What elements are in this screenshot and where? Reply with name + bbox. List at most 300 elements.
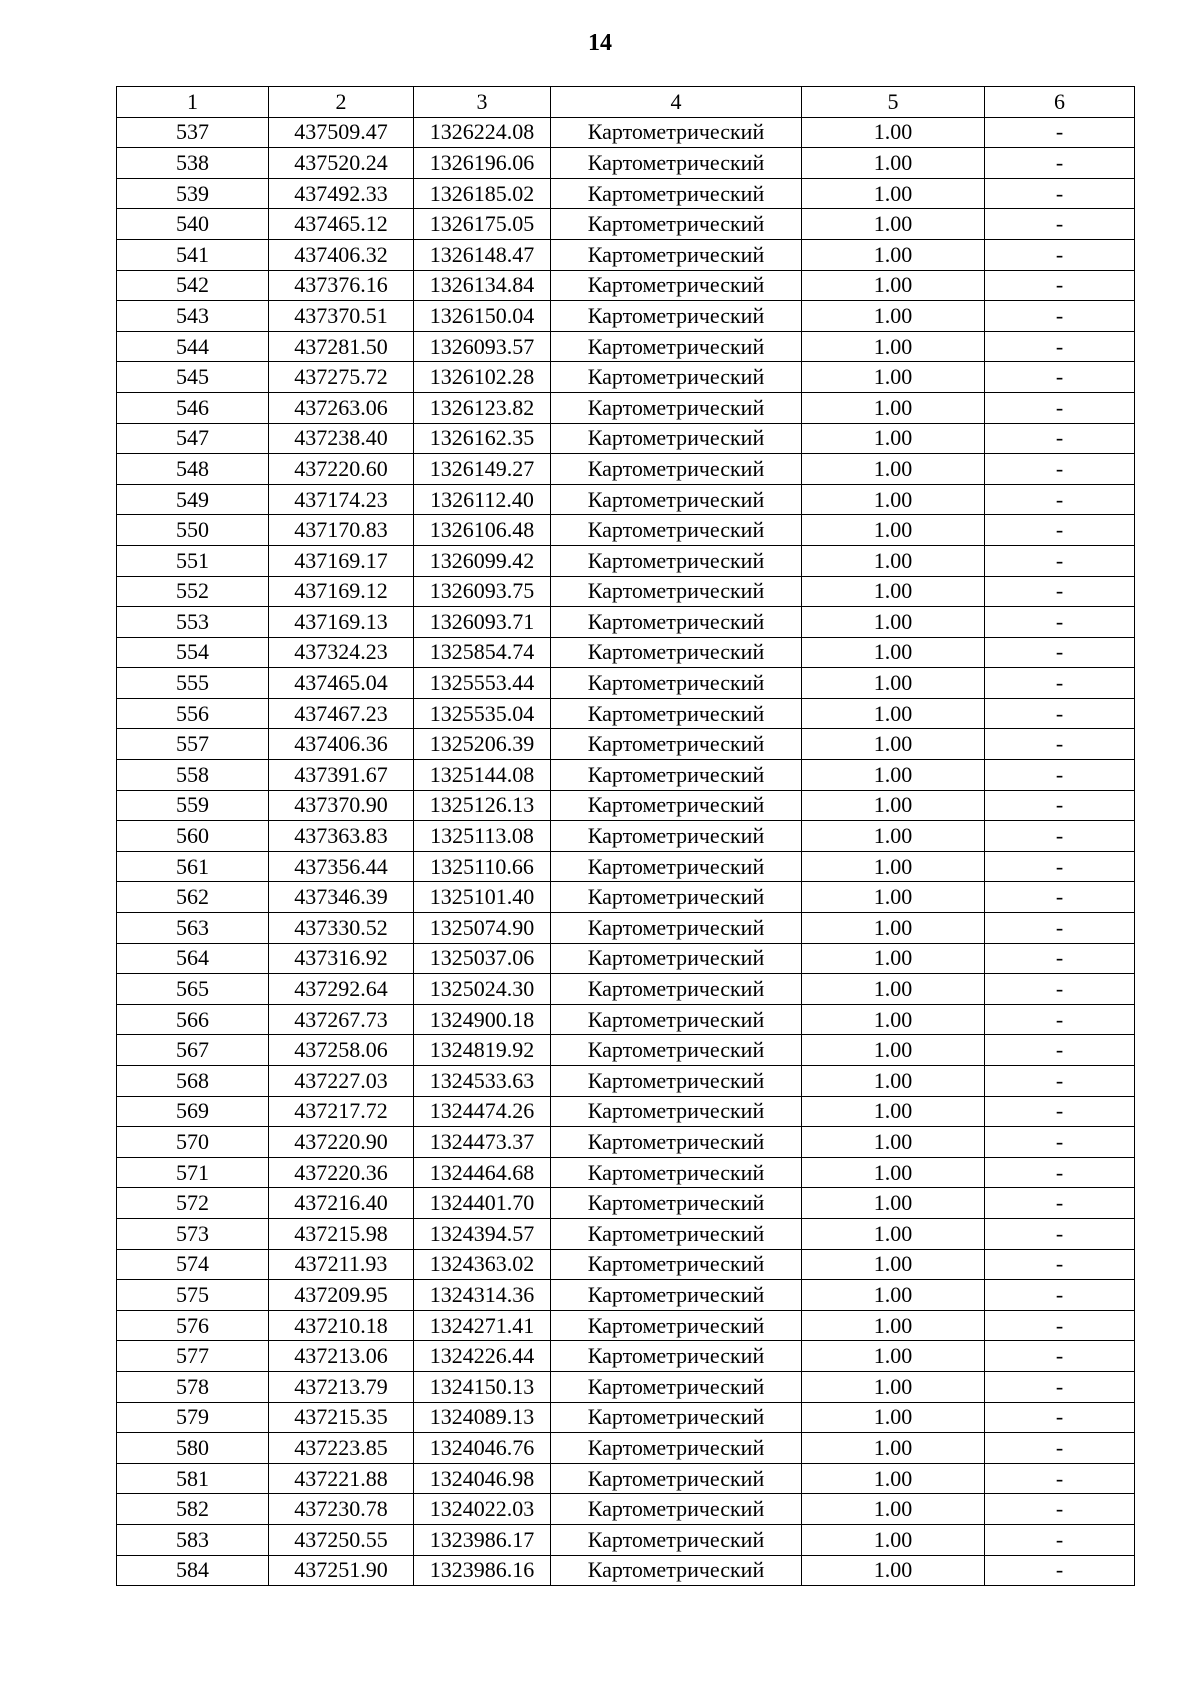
table-row: [117, 515, 1135, 546]
method-cell: Картометрический: [551, 1157, 802, 1188]
description-cell: -: [985, 1066, 1135, 1097]
table-row: [117, 270, 1135, 301]
method-cell: Картометрический: [551, 1463, 802, 1494]
description-cell: -: [985, 1004, 1135, 1035]
point-number-cell: 546: [117, 392, 269, 423]
x-coordinate-cell: 437275.72: [269, 362, 414, 393]
x-coordinate-cell: 437363.83: [269, 821, 414, 852]
x-coordinate-cell: 437220.90: [269, 1127, 414, 1158]
accuracy-cell: 1.00: [802, 698, 985, 729]
accuracy-cell: 1.00: [802, 821, 985, 852]
table-row: [117, 1310, 1135, 1341]
x-coordinate-cell: 437215.35: [269, 1402, 414, 1433]
accuracy-cell: 1.00: [802, 1555, 985, 1586]
y-coordinate-cell: 1325024.30: [414, 974, 551, 1005]
method-cell: Картометрический: [551, 1066, 802, 1097]
description-cell: -: [985, 1035, 1135, 1066]
method-cell: Картометрический: [551, 1524, 802, 1555]
point-number-cell: 576: [117, 1310, 269, 1341]
method-cell: Картометрический: [551, 1127, 802, 1158]
method-cell: Картометрический: [551, 301, 802, 332]
y-coordinate-cell: 1326123.82: [414, 392, 551, 423]
accuracy-cell: 1.00: [802, 178, 985, 209]
y-coordinate-cell: 1324314.36: [414, 1280, 551, 1311]
point-number-cell: 553: [117, 607, 269, 638]
y-coordinate-cell: 1325144.08: [414, 760, 551, 791]
x-coordinate-cell: 437406.32: [269, 239, 414, 270]
method-cell: Картометрический: [551, 178, 802, 209]
table-row: [117, 1463, 1135, 1494]
method-cell: Картометрический: [551, 729, 802, 760]
point-number-cell: 548: [117, 454, 269, 485]
description-cell: -: [985, 1096, 1135, 1127]
point-number-cell: 578: [117, 1371, 269, 1402]
point-number-cell: 539: [117, 178, 269, 209]
y-coordinate-cell: 1326175.05: [414, 209, 551, 240]
point-number-cell: 574: [117, 1249, 269, 1280]
method-cell: Картометрический: [551, 331, 802, 362]
method-cell: Картометрический: [551, 882, 802, 913]
point-number-cell: 561: [117, 851, 269, 882]
table-row: [117, 148, 1135, 179]
x-coordinate-cell: 437356.44: [269, 851, 414, 882]
method-cell: Картометрический: [551, 423, 802, 454]
point-number-cell: 567: [117, 1035, 269, 1066]
method-cell: Картометрический: [551, 1310, 802, 1341]
method-cell: Картометрический: [551, 637, 802, 668]
accuracy-cell: 1.00: [802, 545, 985, 576]
accuracy-cell: 1.00: [802, 209, 985, 240]
description-cell: -: [985, 637, 1135, 668]
accuracy-cell: 1.00: [802, 1310, 985, 1341]
method-cell: Картометрический: [551, 1096, 802, 1127]
point-number-cell: 571: [117, 1157, 269, 1188]
x-coordinate-cell: 437520.24: [269, 148, 414, 179]
x-coordinate-cell: 437217.72: [269, 1096, 414, 1127]
point-number-cell: 550: [117, 515, 269, 546]
point-number-cell: 568: [117, 1066, 269, 1097]
y-coordinate-cell: 1324046.98: [414, 1463, 551, 1494]
method-cell: Картометрический: [551, 1433, 802, 1464]
x-coordinate-cell: 437215.98: [269, 1218, 414, 1249]
y-coordinate-cell: 1326102.28: [414, 362, 551, 393]
method-cell: Картометрический: [551, 1555, 802, 1586]
table-row: [117, 1371, 1135, 1402]
y-coordinate-cell: 1324474.26: [414, 1096, 551, 1127]
y-coordinate-cell: 1324473.37: [414, 1127, 551, 1158]
table-row: [117, 1035, 1135, 1066]
y-coordinate-cell: 1326134.84: [414, 270, 551, 301]
method-cell: Картометрический: [551, 1280, 802, 1311]
x-coordinate-cell: 437213.06: [269, 1341, 414, 1372]
x-coordinate-cell: 437251.90: [269, 1555, 414, 1586]
description-cell: -: [985, 1157, 1135, 1188]
x-coordinate-cell: 437238.40: [269, 423, 414, 454]
description-cell: -: [985, 1341, 1135, 1372]
y-coordinate-cell: 1326106.48: [414, 515, 551, 546]
y-coordinate-cell: 1323986.17: [414, 1524, 551, 1555]
accuracy-cell: 1.00: [802, 790, 985, 821]
accuracy-cell: 1.00: [802, 515, 985, 546]
point-number-cell: 559: [117, 790, 269, 821]
y-coordinate-cell: 1325126.13: [414, 790, 551, 821]
x-coordinate-cell: 437223.85: [269, 1433, 414, 1464]
point-number-cell: 557: [117, 729, 269, 760]
y-coordinate-cell: 1325113.08: [414, 821, 551, 852]
table-row: [117, 331, 1135, 362]
y-coordinate-cell: 1325037.06: [414, 943, 551, 974]
point-number-cell: 554: [117, 637, 269, 668]
page-number: 14: [588, 30, 612, 56]
point-number-cell: 563: [117, 913, 269, 944]
point-number-cell: 573: [117, 1218, 269, 1249]
table-row: [117, 1494, 1135, 1525]
description-cell: -: [985, 1463, 1135, 1494]
y-coordinate-cell: 1326185.02: [414, 178, 551, 209]
method-cell: Картометрический: [551, 454, 802, 485]
description-cell: -: [985, 913, 1135, 944]
table-header: [117, 87, 1135, 118]
table-row: [117, 576, 1135, 607]
point-number-cell: 583: [117, 1524, 269, 1555]
x-coordinate-cell: 437211.93: [269, 1249, 414, 1280]
method-cell: Картометрический: [551, 943, 802, 974]
header-cell-2: 2: [269, 87, 414, 118]
x-coordinate-cell: 437250.55: [269, 1524, 414, 1555]
y-coordinate-cell: 1326112.40: [414, 484, 551, 515]
table-row: [117, 117, 1135, 148]
table-row: [117, 1127, 1135, 1158]
x-coordinate-cell: 437330.52: [269, 913, 414, 944]
accuracy-cell: 1.00: [802, 148, 985, 179]
method-cell: Картометрический: [551, 698, 802, 729]
accuracy-cell: 1.00: [802, 1157, 985, 1188]
table-row: [117, 239, 1135, 270]
table-row: [117, 974, 1135, 1005]
description-cell: -: [985, 1280, 1135, 1311]
description-cell: -: [985, 392, 1135, 423]
method-cell: Картометрический: [551, 1341, 802, 1372]
accuracy-cell: 1.00: [802, 851, 985, 882]
accuracy-cell: 1.00: [802, 1433, 985, 1464]
method-cell: Картометрический: [551, 209, 802, 240]
x-coordinate-cell: 437220.60: [269, 454, 414, 485]
x-coordinate-cell: 437174.23: [269, 484, 414, 515]
x-coordinate-cell: 437221.88: [269, 1463, 414, 1494]
accuracy-cell: 1.00: [802, 576, 985, 607]
point-number-cell: 565: [117, 974, 269, 1005]
y-coordinate-cell: 1326093.75: [414, 576, 551, 607]
table-body: [117, 117, 1135, 1586]
description-cell: -: [985, 943, 1135, 974]
method-cell: Картометрический: [551, 1188, 802, 1219]
table-row: [117, 454, 1135, 485]
point-number-cell: 577: [117, 1341, 269, 1372]
accuracy-cell: 1.00: [802, 1524, 985, 1555]
y-coordinate-cell: 1324533.63: [414, 1066, 551, 1097]
x-coordinate-cell: 437492.33: [269, 178, 414, 209]
point-number-cell: 584: [117, 1555, 269, 1586]
x-coordinate-cell: 437346.39: [269, 882, 414, 913]
table-row: [117, 637, 1135, 668]
accuracy-cell: 1.00: [802, 1188, 985, 1219]
description-cell: -: [985, 301, 1135, 332]
table-row: [117, 790, 1135, 821]
method-cell: Картометрический: [551, 1035, 802, 1066]
description-cell: -: [985, 729, 1135, 760]
point-number-cell: 547: [117, 423, 269, 454]
accuracy-cell: 1.00: [802, 1463, 985, 1494]
accuracy-cell: 1.00: [802, 484, 985, 515]
y-coordinate-cell: 1326093.71: [414, 607, 551, 638]
point-number-cell: 551: [117, 545, 269, 576]
method-cell: Картометрический: [551, 239, 802, 270]
x-coordinate-cell: 437391.67: [269, 760, 414, 791]
method-cell: Картометрический: [551, 760, 802, 791]
y-coordinate-cell: 1326093.57: [414, 331, 551, 362]
table-row: [117, 1524, 1135, 1555]
method-cell: Картометрический: [551, 270, 802, 301]
x-coordinate-cell: 437230.78: [269, 1494, 414, 1525]
accuracy-cell: 1.00: [802, 882, 985, 913]
x-coordinate-cell: 437263.06: [269, 392, 414, 423]
method-cell: Картометрический: [551, 1249, 802, 1280]
point-number-cell: 544: [117, 331, 269, 362]
table-row: [117, 1402, 1135, 1433]
description-cell: -: [985, 668, 1135, 699]
header-cell-5: 5: [802, 87, 985, 118]
table-row: [117, 1188, 1135, 1219]
point-number-cell: 569: [117, 1096, 269, 1127]
y-coordinate-cell: 1324819.92: [414, 1035, 551, 1066]
table-row: [117, 729, 1135, 760]
method-cell: Картометрический: [551, 515, 802, 546]
y-coordinate-cell: 1326149.27: [414, 454, 551, 485]
description-cell: -: [985, 362, 1135, 393]
description-cell: -: [985, 882, 1135, 913]
point-number-cell: 564: [117, 943, 269, 974]
point-number-cell: 543: [117, 301, 269, 332]
x-coordinate-cell: 437213.79: [269, 1371, 414, 1402]
point-number-cell: 556: [117, 698, 269, 729]
table-row: [117, 545, 1135, 576]
description-cell: -: [985, 1402, 1135, 1433]
description-cell: -: [985, 239, 1135, 270]
accuracy-cell: 1.00: [802, 270, 985, 301]
description-cell: -: [985, 209, 1135, 240]
accuracy-cell: 1.00: [802, 1218, 985, 1249]
description-cell: -: [985, 1433, 1135, 1464]
point-number-cell: 537: [117, 117, 269, 148]
accuracy-cell: 1.00: [802, 760, 985, 791]
x-coordinate-cell: 437220.36: [269, 1157, 414, 1188]
y-coordinate-cell: 1325074.90: [414, 913, 551, 944]
x-coordinate-cell: 437169.12: [269, 576, 414, 607]
description-cell: -: [985, 1188, 1135, 1219]
method-cell: Картометрический: [551, 1004, 802, 1035]
x-coordinate-cell: 437227.03: [269, 1066, 414, 1097]
description-cell: -: [985, 1218, 1135, 1249]
table-row: [117, 362, 1135, 393]
point-number-cell: 581: [117, 1463, 269, 1494]
description-cell: -: [985, 1524, 1135, 1555]
point-number-cell: 549: [117, 484, 269, 515]
description-cell: -: [985, 117, 1135, 148]
y-coordinate-cell: 1324022.03: [414, 1494, 551, 1525]
y-coordinate-cell: 1324046.76: [414, 1433, 551, 1464]
table-row: [117, 760, 1135, 791]
y-coordinate-cell: 1326150.04: [414, 301, 551, 332]
point-number-cell: 560: [117, 821, 269, 852]
table-row: [117, 1555, 1135, 1586]
y-coordinate-cell: 1324089.13: [414, 1402, 551, 1433]
point-number-cell: 575: [117, 1280, 269, 1311]
accuracy-cell: 1.00: [802, 301, 985, 332]
table-row: [117, 913, 1135, 944]
accuracy-cell: 1.00: [802, 1402, 985, 1433]
accuracy-cell: 1.00: [802, 1371, 985, 1402]
point-number-cell: 555: [117, 668, 269, 699]
accuracy-cell: 1.00: [802, 637, 985, 668]
description-cell: -: [985, 1494, 1135, 1525]
x-coordinate-cell: 437267.73: [269, 1004, 414, 1035]
table-row: [117, 821, 1135, 852]
accuracy-cell: 1.00: [802, 1035, 985, 1066]
x-coordinate-cell: 437210.18: [269, 1310, 414, 1341]
point-number-cell: 558: [117, 760, 269, 791]
description-cell: -: [985, 331, 1135, 362]
description-cell: -: [985, 423, 1135, 454]
point-number-cell: 541: [117, 239, 269, 270]
y-coordinate-cell: 1325101.40: [414, 882, 551, 913]
header-cell-4: 4: [551, 87, 802, 118]
x-coordinate-cell: 437209.95: [269, 1280, 414, 1311]
accuracy-cell: 1.00: [802, 1127, 985, 1158]
point-number-cell: 545: [117, 362, 269, 393]
point-number-cell: 580: [117, 1433, 269, 1464]
table-row: [117, 1066, 1135, 1097]
header-cell-1: 1: [117, 87, 269, 118]
accuracy-cell: 1.00: [802, 1280, 985, 1311]
x-coordinate-cell: 437316.92: [269, 943, 414, 974]
method-cell: Картометрический: [551, 576, 802, 607]
description-cell: -: [985, 178, 1135, 209]
y-coordinate-cell: 1326148.47: [414, 239, 551, 270]
description-cell: -: [985, 790, 1135, 821]
accuracy-cell: 1.00: [802, 913, 985, 944]
x-coordinate-cell: 437376.16: [269, 270, 414, 301]
description-cell: -: [985, 454, 1135, 485]
table-row: [117, 1157, 1135, 1188]
table-row: [117, 1249, 1135, 1280]
x-coordinate-cell: 437467.23: [269, 698, 414, 729]
x-coordinate-cell: 437216.40: [269, 1188, 414, 1219]
y-coordinate-cell: 1323986.16: [414, 1555, 551, 1586]
point-number-cell: 552: [117, 576, 269, 607]
x-coordinate-cell: 437370.51: [269, 301, 414, 332]
accuracy-cell: 1.00: [802, 117, 985, 148]
point-number-cell: 570: [117, 1127, 269, 1158]
table-row: [117, 1341, 1135, 1372]
x-coordinate-cell: 437509.47: [269, 117, 414, 148]
header-cell-3: 3: [414, 87, 551, 118]
accuracy-cell: 1.00: [802, 392, 985, 423]
y-coordinate-cell: 1325854.74: [414, 637, 551, 668]
point-number-cell: 582: [117, 1494, 269, 1525]
accuracy-cell: 1.00: [802, 1494, 985, 1525]
method-cell: Картометрический: [551, 117, 802, 148]
y-coordinate-cell: 1324271.41: [414, 1310, 551, 1341]
description-cell: -: [985, 760, 1135, 791]
point-number-cell: 542: [117, 270, 269, 301]
x-coordinate-cell: 437292.64: [269, 974, 414, 1005]
y-coordinate-cell: 1326162.35: [414, 423, 551, 454]
table-row: [117, 668, 1135, 699]
method-cell: Картометрический: [551, 484, 802, 515]
x-coordinate-cell: 437465.12: [269, 209, 414, 240]
accuracy-cell: 1.00: [802, 668, 985, 699]
y-coordinate-cell: 1326196.06: [414, 148, 551, 179]
accuracy-cell: 1.00: [802, 729, 985, 760]
accuracy-cell: 1.00: [802, 423, 985, 454]
table-row: [117, 1433, 1135, 1464]
y-coordinate-cell: 1325553.44: [414, 668, 551, 699]
description-cell: -: [985, 545, 1135, 576]
x-coordinate-cell: 437258.06: [269, 1035, 414, 1066]
table-row: [117, 209, 1135, 240]
description-cell: -: [985, 607, 1135, 638]
y-coordinate-cell: 1324401.70: [414, 1188, 551, 1219]
description-cell: -: [985, 148, 1135, 179]
description-cell: -: [985, 1310, 1135, 1341]
method-cell: Картометрический: [551, 974, 802, 1005]
description-cell: -: [985, 1371, 1135, 1402]
accuracy-cell: 1.00: [802, 239, 985, 270]
table-row: [117, 178, 1135, 209]
description-cell: -: [985, 1249, 1135, 1280]
method-cell: Картометрический: [551, 668, 802, 699]
method-cell: Картометрический: [551, 1218, 802, 1249]
table-row: [117, 851, 1135, 882]
y-coordinate-cell: 1326224.08: [414, 117, 551, 148]
table-row: [117, 1004, 1135, 1035]
accuracy-cell: 1.00: [802, 974, 985, 1005]
method-cell: Картометрический: [551, 790, 802, 821]
point-number-cell: 566: [117, 1004, 269, 1035]
description-cell: -: [985, 821, 1135, 852]
method-cell: Картометрический: [551, 821, 802, 852]
table-row: [117, 698, 1135, 729]
header-row: [117, 87, 1135, 118]
x-coordinate-cell: 437465.04: [269, 668, 414, 699]
point-number-cell: 538: [117, 148, 269, 179]
y-coordinate-cell: 1324226.44: [414, 1341, 551, 1372]
accuracy-cell: 1.00: [802, 1249, 985, 1280]
accuracy-cell: 1.00: [802, 454, 985, 485]
description-cell: -: [985, 1127, 1135, 1158]
description-cell: -: [985, 974, 1135, 1005]
y-coordinate-cell: 1325535.04: [414, 698, 551, 729]
method-cell: Картометрический: [551, 1494, 802, 1525]
table-row: [117, 1218, 1135, 1249]
table-row: [117, 882, 1135, 913]
accuracy-cell: 1.00: [802, 1341, 985, 1372]
table-row: [117, 943, 1135, 974]
y-coordinate-cell: 1324394.57: [414, 1218, 551, 1249]
method-cell: Картометрический: [551, 851, 802, 882]
header-cell-6: 6: [985, 87, 1135, 118]
method-cell: Картометрический: [551, 148, 802, 179]
